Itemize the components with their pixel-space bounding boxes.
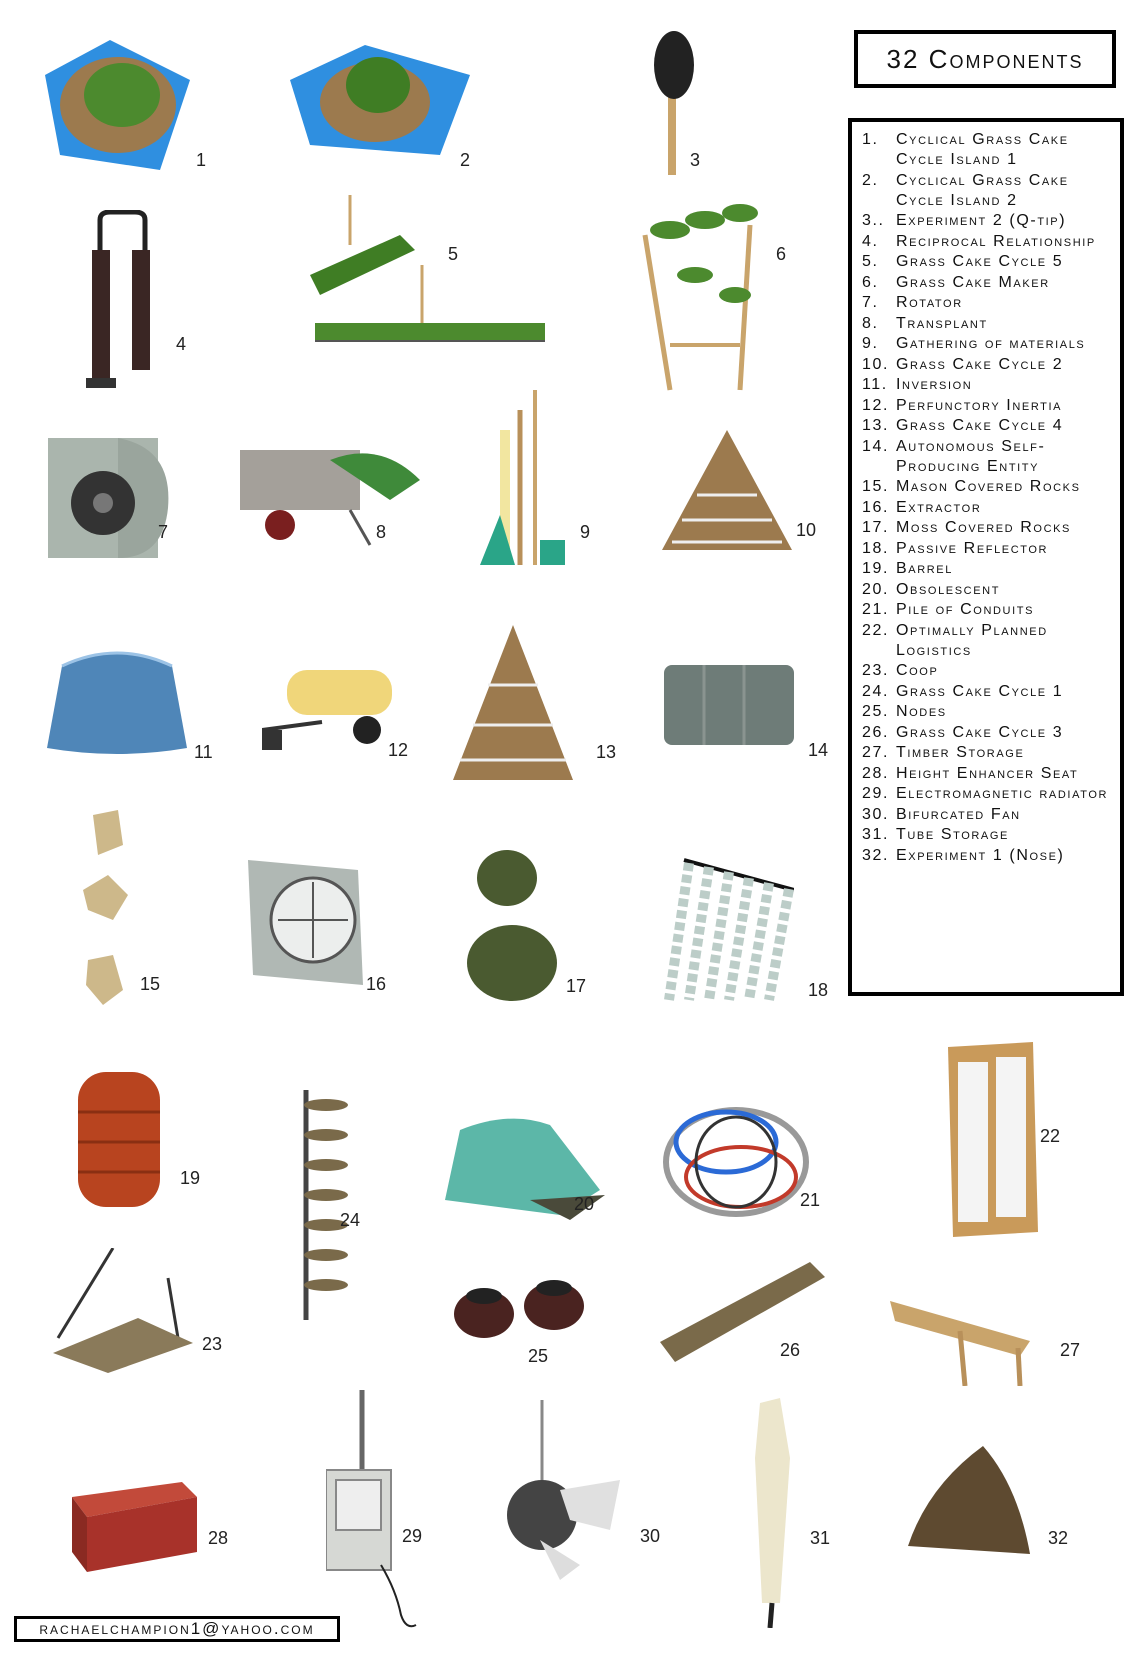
component-12-tank-trailer <box>262 660 397 755</box>
component-13-straw-tower <box>448 625 578 785</box>
component-11-inversion-drum <box>42 648 192 758</box>
legend-item: 24. Grass Cake Cycle 1 <box>862 682 1064 700</box>
component-9-materials-bundle <box>480 390 570 570</box>
component-29-radiator-box <box>326 1390 421 1635</box>
component-23-coop <box>48 1248 193 1373</box>
component-number: 26 <box>780 1340 801 1360</box>
component-number: 6 <box>776 244 787 264</box>
component-19-barrel <box>78 1072 160 1207</box>
legend-item: 26. Grass Cake Cycle 3 <box>862 723 1064 741</box>
component-1-grass-island <box>40 40 190 170</box>
legend-item: 25. Nodes <box>862 703 947 720</box>
component-number: 24 <box>340 1210 361 1230</box>
component-number: 22 <box>1040 1126 1061 1146</box>
component-number: 2 <box>460 150 471 170</box>
component-24-pole-cakes <box>296 1090 356 1320</box>
component-26-angled-cakes <box>660 1262 825 1362</box>
component-6-grass-cake-maker <box>640 195 760 395</box>
legend-item: 29. Electromagnetic radiator <box>862 785 1109 802</box>
component-number: 12 <box>388 740 409 760</box>
component-number: 5 <box>448 244 459 264</box>
legend-item: 32. Experiment 1 (Nose) <box>862 846 1065 864</box>
component-number: 27 <box>1060 1340 1081 1360</box>
legend-item: 28. Height Enhancer Seat <box>862 764 1079 782</box>
legend-item: 19. Barrel <box>862 560 953 577</box>
component-14-grey-tank <box>664 655 794 750</box>
component-number: 3 <box>690 150 701 170</box>
component-27-timber-storage <box>890 1296 1035 1386</box>
component-16-extractor-fan <box>248 860 368 985</box>
legend-item: 15. Mason Covered Rocks <box>862 478 1081 495</box>
component-number: 30 <box>640 1526 661 1546</box>
component-32-straw-nose <box>908 1446 1033 1556</box>
component-number: 20 <box>574 1194 595 1214</box>
component-8-transplant-cart <box>240 440 430 550</box>
legend-item: 18. Passive Reflector <box>862 539 1049 557</box>
component-number: 9 <box>580 522 591 542</box>
component-number: 10 <box>796 520 817 540</box>
component-number: 8 <box>376 522 387 542</box>
component-22-logistics-board <box>948 1042 1038 1237</box>
legend-item: 16. Extractor <box>862 498 982 516</box>
component-number: 18 <box>808 980 829 1000</box>
component-7-rotator-fan <box>48 438 173 563</box>
component-number: 31 <box>810 1528 831 1548</box>
component-17-moss-rocks <box>462 848 562 1003</box>
component-number: 1 <box>196 150 207 170</box>
legend-item: 11. Inversion <box>862 376 973 393</box>
component-25-ceramic-nodes <box>452 1276 592 1341</box>
legend-item: 12. Perfunctory Inertia <box>862 396 1063 414</box>
component-legend <box>848 118 1124 996</box>
legend-item: 8. Transplant <box>862 314 988 332</box>
component-5-hanging-trays <box>310 195 550 355</box>
component-number: 13 <box>596 742 617 762</box>
component-15-rocks <box>78 810 138 1005</box>
component-4-insulator-frame <box>80 210 160 390</box>
component-number: 16 <box>366 974 387 994</box>
component-number: 32 <box>1048 1528 1069 1548</box>
component-number: 23 <box>202 1334 223 1354</box>
legend-item: 14. Autonomous Self-Producing Entity <box>862 437 1046 475</box>
component-number: 19 <box>180 1168 201 1188</box>
component-number: 7 <box>158 522 169 542</box>
legend-item: 13. Grass Cake Cycle 4 <box>862 417 1064 434</box>
legend-item: 2. Cyclical Grass Cake Cycle Island 2 <box>862 171 1069 209</box>
component-number: 11 <box>194 742 213 762</box>
legend-item: 20. Obsolescent <box>862 580 1001 598</box>
legend-item: 3.. Experiment 2 (Q-tip) <box>862 212 1067 229</box>
component-number: 14 <box>808 740 829 760</box>
component-number: 15 <box>140 974 161 994</box>
legend-item: 22. Optimally Planned Logistics <box>862 621 1048 659</box>
component-number: 21 <box>800 1190 821 1210</box>
legend-item: 4. Reciprocal Relationship <box>862 232 1096 250</box>
component-18-bead-curtain <box>664 855 794 1005</box>
legend-item: 17. Moss Covered Rocks <box>862 519 1071 536</box>
component-number: 25 <box>528 1346 549 1366</box>
component-30-bifurcated-fan <box>500 1400 625 1590</box>
legend-item: 21. Pile of Conduits <box>862 601 1035 618</box>
component-number: 17 <box>566 976 587 996</box>
component-number: 29 <box>402 1526 423 1546</box>
legend-item: 10. Grass Cake Cycle 2 <box>862 355 1064 373</box>
component-2-grass-island <box>290 40 470 155</box>
legend-item: 1. Cyclical Grass Cake Cycle Island 1 <box>862 131 1069 168</box>
component-number: 28 <box>208 1528 229 1548</box>
page-title: 32 Components <box>854 30 1116 88</box>
legend-item: 27. Timber Storage <box>862 744 1025 761</box>
component-21-conduit-pile <box>646 1092 816 1222</box>
legend-item: 9. Gathering of materials <box>862 335 1086 352</box>
contact-email: rachaelchampion1@yahoo.com <box>14 1616 340 1642</box>
legend-item: 30. Bifurcated Fan <box>862 805 1021 823</box>
legend-item: 7. Rotator <box>862 294 963 311</box>
component-28-red-box <box>72 1482 197 1572</box>
component-10-straw-stack <box>662 430 792 555</box>
component-31-flex-tube <box>740 1398 800 1628</box>
legend-item: 23. Coop <box>862 662 939 679</box>
component-number: 4 <box>176 334 187 354</box>
legend-item: 31. Tube Storage <box>862 826 1009 843</box>
legend-item: 5. Grass Cake Cycle 5 <box>862 253 1064 270</box>
legend-item: 6. Grass Cake Maker <box>862 273 1050 291</box>
